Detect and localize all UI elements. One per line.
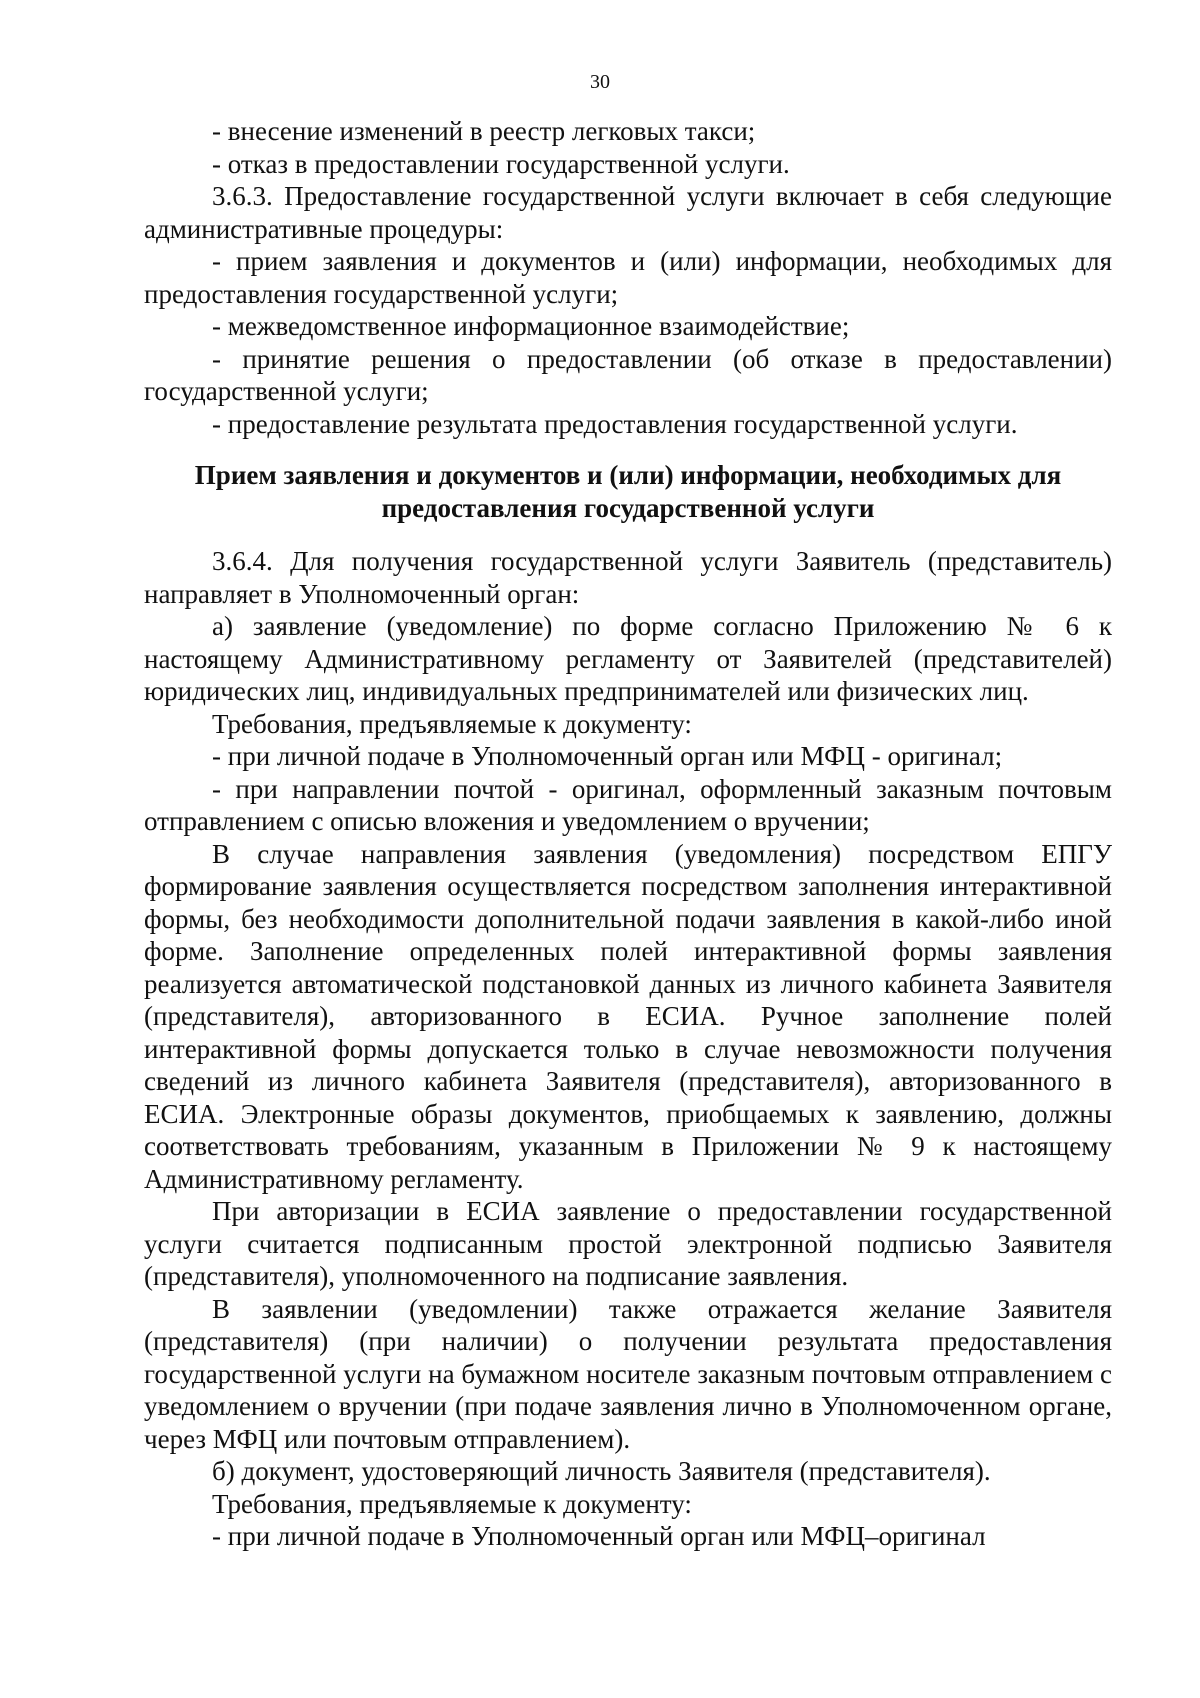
paragraph: - прием заявления и документов и (или) информации, необходимых для предоставления государственной услуги; xyxy=(144,246,1112,309)
paragraph: - при личной подаче в Уполномоченный орган или МФЦ–оригинал xyxy=(212,1521,986,1551)
section-heading: Прием заявления и документов и (или) информации, необходимых для предоставления государственной услуги xyxy=(194,460,1062,523)
paragraph: а) заявление (уведомление) по форме согласно Приложению № 6 к настоящему Административному регламенту от Заявителей (представителей) юридических лиц, индивидуальных предпринимателей или физических лиц. xyxy=(144,611,1112,706)
paragraph: Требования, предъявляемые к документу: xyxy=(212,708,692,739)
paragraph: - при личной подаче в Уполномоченный орган или МФЦ - оригинал; xyxy=(212,741,1003,771)
paragraph: Требования, предъявляемые к документу: xyxy=(212,1488,692,1519)
paragraph: В случае направления заявления (уведомления) посредством ЕПГУ формирование заявления осуществляется посредством заполнения интерактивной формы, без необходимости дополнительной подачи заявления в какой-либо иной форме. Заполнение определенных полей интерактивной формы заявления реализуется автоматической подстановкой данных из личного кабинета Заявителя (представителя), авторизованного в ЕСИА. Ручное заполнение полей интерактивной формы допускается только в случае невозможности получения сведений из личного кабинета Заявителя (представителя), авторизованного в ЕСИА. Электронные образы документов, приобщаемых к заявлению, должны соответствовать требованиям, указанным в Приложении № 9 к настоящему Административному регламенту. xyxy=(144,838,1112,1194)
paragraph: В заявлении (уведомлении) также отражается желание Заявителя (представителя) (при наличии) о получении результата предоставления государственной услуги на бумажном носителе заказным почтовым отправлением с уведомлением о вручении (при подаче заявления лично в Уполномоченном органе, через МФЦ или почтовым отправлением). xyxy=(144,1293,1112,1454)
page-number: 30 xyxy=(590,71,610,93)
paragraph: - отказ в предоставлении государственной услуги. xyxy=(212,148,790,179)
paragraph: При авторизации в ЕСИА заявление о предоставлении государственной услуги считается подписанным простой электронной подписью Заявителя (представителя), уполномоченного на подписание заявления. xyxy=(144,1196,1112,1291)
paragraph: - межведомственное информационное взаимодействие; xyxy=(212,311,850,341)
paragraph: 3.6.3. Предоставление государственной услуги включает в себя следующие административные процедуры: xyxy=(144,181,1112,244)
paragraph: - при направлении почтой - оригинал, оформленный заказным почтовым отправлением с описью вложения и уведомлением о вручении; xyxy=(144,773,1112,836)
paragraph: - внесение изменений в реестр легковых такси; xyxy=(212,116,756,146)
paragraph: - принятие решения о предоставлении (об отказе в предоставлении) государственной услуги; xyxy=(144,343,1112,406)
paragraph: б) документ, удостоверяющий личность Заявителя (представителя). xyxy=(212,1456,991,1486)
paragraph: 3.6.4. Для получения государственной услуги Заявитель (представитель) направляет в Уполномоченный орган: xyxy=(144,546,1112,609)
paragraph: - предоставление результата предоставления государственной услуги. xyxy=(212,408,1018,439)
document-body xyxy=(144,115,1112,1553)
